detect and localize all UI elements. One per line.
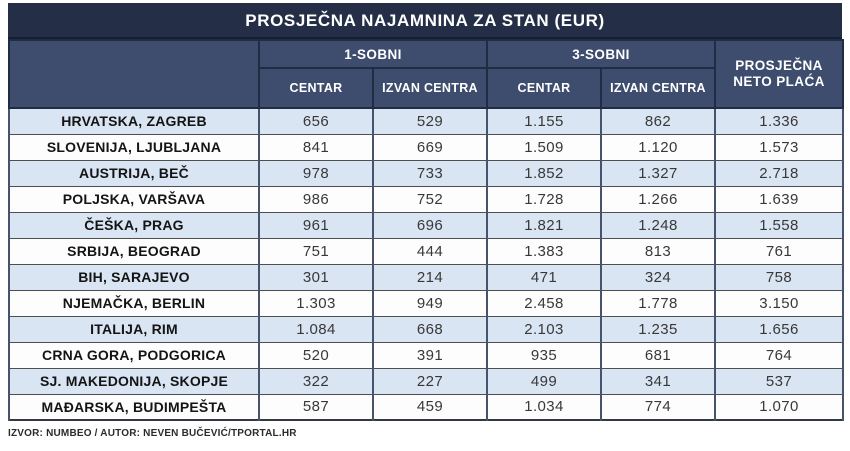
value-cell: 841 <box>259 134 373 160</box>
table-title: PROSJEČNA NAJAMNINA ZA STAN (EUR) <box>8 3 842 39</box>
country-city-label: POLJSKA, VARŠAVA <box>9 186 259 212</box>
value-cell: 444 <box>373 238 487 264</box>
value-cell: 537 <box>715 368 843 394</box>
value-cell: 301 <box>259 264 373 290</box>
value-cell: 1.266 <box>601 186 715 212</box>
value-cell: 1.155 <box>487 108 601 134</box>
table-row <box>9 238 843 264</box>
table-row <box>9 342 843 368</box>
rent-infographic <box>8 3 842 439</box>
value-cell: 499 <box>487 368 601 394</box>
country-city-label: CRNA GORA, PODGORICA <box>9 342 259 368</box>
subheader-3sobni-centar: CENTAR <box>487 68 601 108</box>
value-cell: 1.639 <box>715 186 843 212</box>
table-row <box>9 160 843 186</box>
value-cell: 1.084 <box>259 316 373 342</box>
country-city-label: SJ. MAKEDONIJA, SKOPJE <box>9 368 259 394</box>
table-body <box>9 108 843 420</box>
value-cell: 2.458 <box>487 290 601 316</box>
value-cell: 529 <box>373 108 487 134</box>
value-cell: 862 <box>601 108 715 134</box>
value-cell: 227 <box>373 368 487 394</box>
subheader-3sobni-izvan-centra: IZVAN CENTRA <box>601 68 715 108</box>
value-cell: 1.558 <box>715 212 843 238</box>
value-cell: 1.235 <box>601 316 715 342</box>
value-cell: 668 <box>373 316 487 342</box>
group-header-3sobni: 3-SOBNI <box>487 40 715 68</box>
value-cell: 1.336 <box>715 108 843 134</box>
header-neto-placa: PROSJEČNA NETO PLAĆA <box>715 40 843 108</box>
table-header <box>9 40 843 108</box>
value-cell: 764 <box>715 342 843 368</box>
country-city-label: NJEMAČKA, BERLIN <box>9 290 259 316</box>
value-cell: 1.248 <box>601 212 715 238</box>
value-cell: 1.821 <box>487 212 601 238</box>
value-cell: 1.303 <box>259 290 373 316</box>
value-cell: 1.852 <box>487 160 601 186</box>
table-row <box>9 264 843 290</box>
value-cell: 758 <box>715 264 843 290</box>
country-city-label: BIH, SARAJEVO <box>9 264 259 290</box>
value-cell: 459 <box>373 394 487 420</box>
table-row <box>9 290 843 316</box>
value-cell: 587 <box>259 394 373 420</box>
value-cell: 3.150 <box>715 290 843 316</box>
value-cell: 774 <box>601 394 715 420</box>
value-cell: 1.383 <box>487 238 601 264</box>
value-cell: 1.728 <box>487 186 601 212</box>
country-city-label: SRBIJA, BEOGRAD <box>9 238 259 264</box>
table-row <box>9 368 843 394</box>
table-row <box>9 134 843 160</box>
value-cell: 669 <box>373 134 487 160</box>
value-cell: 733 <box>373 160 487 186</box>
value-cell: 2.103 <box>487 316 601 342</box>
value-cell: 751 <box>259 238 373 264</box>
value-cell: 214 <box>373 264 487 290</box>
source-credit: IZVOR: NUMBEO / AUTOR: NEVEN BUČEVIĆ/TPORTAL.HR <box>8 428 297 439</box>
value-cell: 949 <box>373 290 487 316</box>
value-cell: 1.509 <box>487 134 601 160</box>
table-row <box>9 394 843 420</box>
value-cell: 761 <box>715 238 843 264</box>
value-cell: 391 <box>373 342 487 368</box>
value-cell: 341 <box>601 368 715 394</box>
country-city-label: AUSTRIJA, BEČ <box>9 160 259 186</box>
value-cell: 813 <box>601 238 715 264</box>
value-cell: 471 <box>487 264 601 290</box>
value-cell: 1.656 <box>715 316 843 342</box>
value-cell: 1.778 <box>601 290 715 316</box>
value-cell: 935 <box>487 342 601 368</box>
table-row <box>9 212 843 238</box>
value-cell: 322 <box>259 368 373 394</box>
value-cell: 961 <box>259 212 373 238</box>
table-row <box>9 186 843 212</box>
value-cell: 986 <box>259 186 373 212</box>
value-cell: 696 <box>373 212 487 238</box>
value-cell: 978 <box>259 160 373 186</box>
value-cell: 681 <box>601 342 715 368</box>
country-city-label: MAĐARSKA, BUDIMPEŠTA <box>9 394 259 420</box>
value-cell: 324 <box>601 264 715 290</box>
value-cell: 1.327 <box>601 160 715 186</box>
table-row <box>9 316 843 342</box>
subheader-1sobni-centar: CENTAR <box>259 68 373 108</box>
value-cell: 1.120 <box>601 134 715 160</box>
group-header-1sobni: 1-SOBNI <box>259 40 487 68</box>
country-city-label: SLOVENIJA, LJUBLJANA <box>9 134 259 160</box>
table-row <box>9 108 843 134</box>
subheader-1sobni-izvan-centra: IZVAN CENTRA <box>373 68 487 108</box>
value-cell: 656 <box>259 108 373 134</box>
value-cell: 1.070 <box>715 394 843 420</box>
country-city-label: ČEŠKA, PRAG <box>9 212 259 238</box>
value-cell: 2.718 <box>715 160 843 186</box>
value-cell: 1.034 <box>487 394 601 420</box>
corner-cell <box>9 40 259 108</box>
rent-table <box>8 39 844 421</box>
group-header-row <box>9 40 843 68</box>
country-city-label: HRVATSKA, ZAGREB <box>9 108 259 134</box>
country-city-label: ITALIJA, RIM <box>9 316 259 342</box>
value-cell: 1.573 <box>715 134 843 160</box>
value-cell: 520 <box>259 342 373 368</box>
value-cell: 752 <box>373 186 487 212</box>
